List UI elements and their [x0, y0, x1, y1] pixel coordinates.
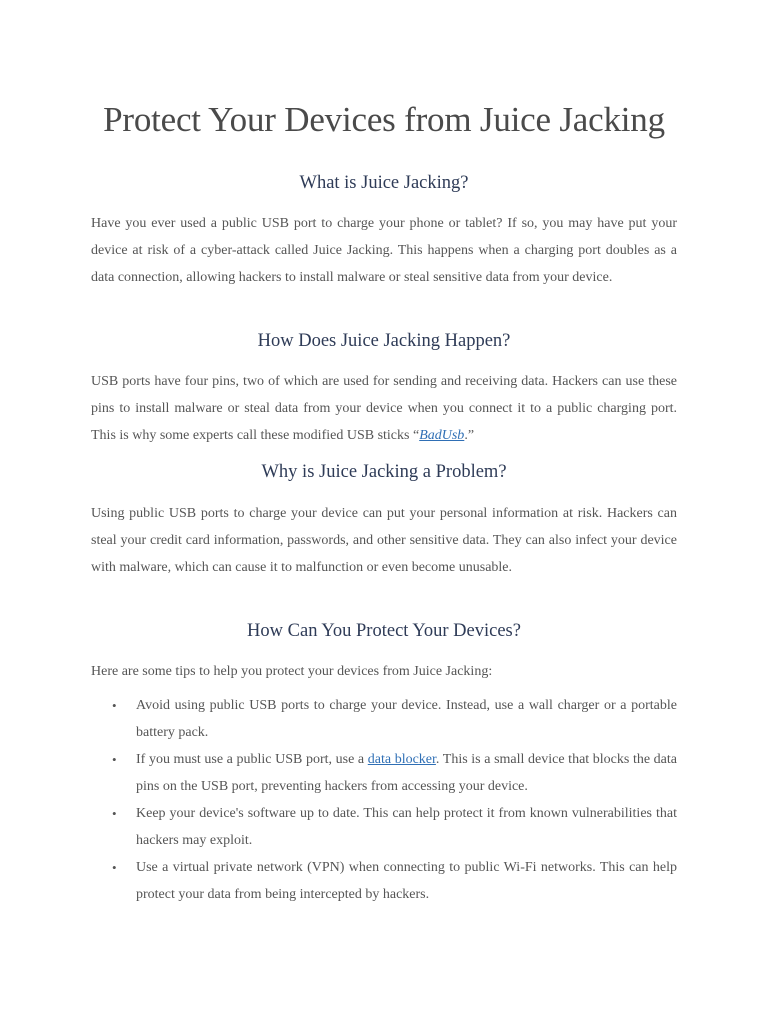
- list-item: [91, 800, 677, 854]
- section-heading-how-happen: How Does Juice Jacking Happen?: [257, 331, 511, 351]
- list-item-text-end: . This is a small device that blocks the data pins on the USB port, preventing hackers from accessing your device.: [136, 752, 677, 794]
- list-item-text: Keep your device's software up to date. This can help protect it from known vulnerabilities that hackers may exploit.: [136, 806, 677, 848]
- section-heading-how-protect: How Can You Protect Your Devices?: [247, 621, 521, 641]
- section-intro-how-protect: Here are some tips to help you protect your devices from Juice Jacking:: [91, 664, 493, 679]
- document-title: Protect Your Devices from Juice Jacking: [103, 100, 665, 139]
- section-body-why-problem: Using public USB ports to charge your device can put your personal information at risk. Hackers can steal your credit card information, passwords, and other sensitive data. They can also infect your device with malware, which can cause it to malfunction or even become unusable.: [91, 506, 677, 575]
- protection-tips-list: [91, 692, 677, 908]
- bullet-icon: •: [112, 698, 117, 713]
- bullet-icon: •: [112, 752, 117, 767]
- section-body-how-happen-text: USB ports have four pins, two of which are used for sending and receiving data. Hackers can use these pins to install malware or steal data from your device when you connect it to a public charging port. This is why some experts call these modified USB sticks “: [91, 374, 677, 443]
- section-heading-why-problem: Why is Juice Jacking a Problem?: [261, 462, 507, 482]
- bullet-icon: •: [112, 860, 117, 875]
- section-body-how-happen-end: .”: [464, 428, 475, 443]
- section-body-what-is: Have you ever used a public USB port to charge your phone or tablet? If so, you may have put your device at risk of a cyber-attack called Juice Jacking. This happens when a charging port doubles as a data connection, allowing hackers to install malware or steal sensitive data from your device.: [91, 216, 677, 285]
- section-body-how-happen: [91, 368, 677, 449]
- badusb-link[interactable]: BadUsb: [419, 428, 465, 443]
- list-item: [91, 746, 677, 800]
- list-item: [91, 854, 677, 908]
- bullet-icon: •: [112, 806, 117, 821]
- list-item: [91, 692, 677, 746]
- list-item-text: Use a virtual private network (VPN) when connecting to public Wi-Fi networks. This can help protect your data from being intercepted by hackers.: [136, 860, 677, 902]
- list-item-text: If you must use a public USB port, use a: [136, 752, 368, 767]
- section-heading-what-is: What is Juice Jacking?: [299, 173, 469, 193]
- list-item-text: Avoid using public USB ports to charge your device. Instead, use a wall charger or a portable battery pack.: [136, 698, 677, 740]
- data-blocker-link[interactable]: data blocker: [367, 752, 436, 767]
